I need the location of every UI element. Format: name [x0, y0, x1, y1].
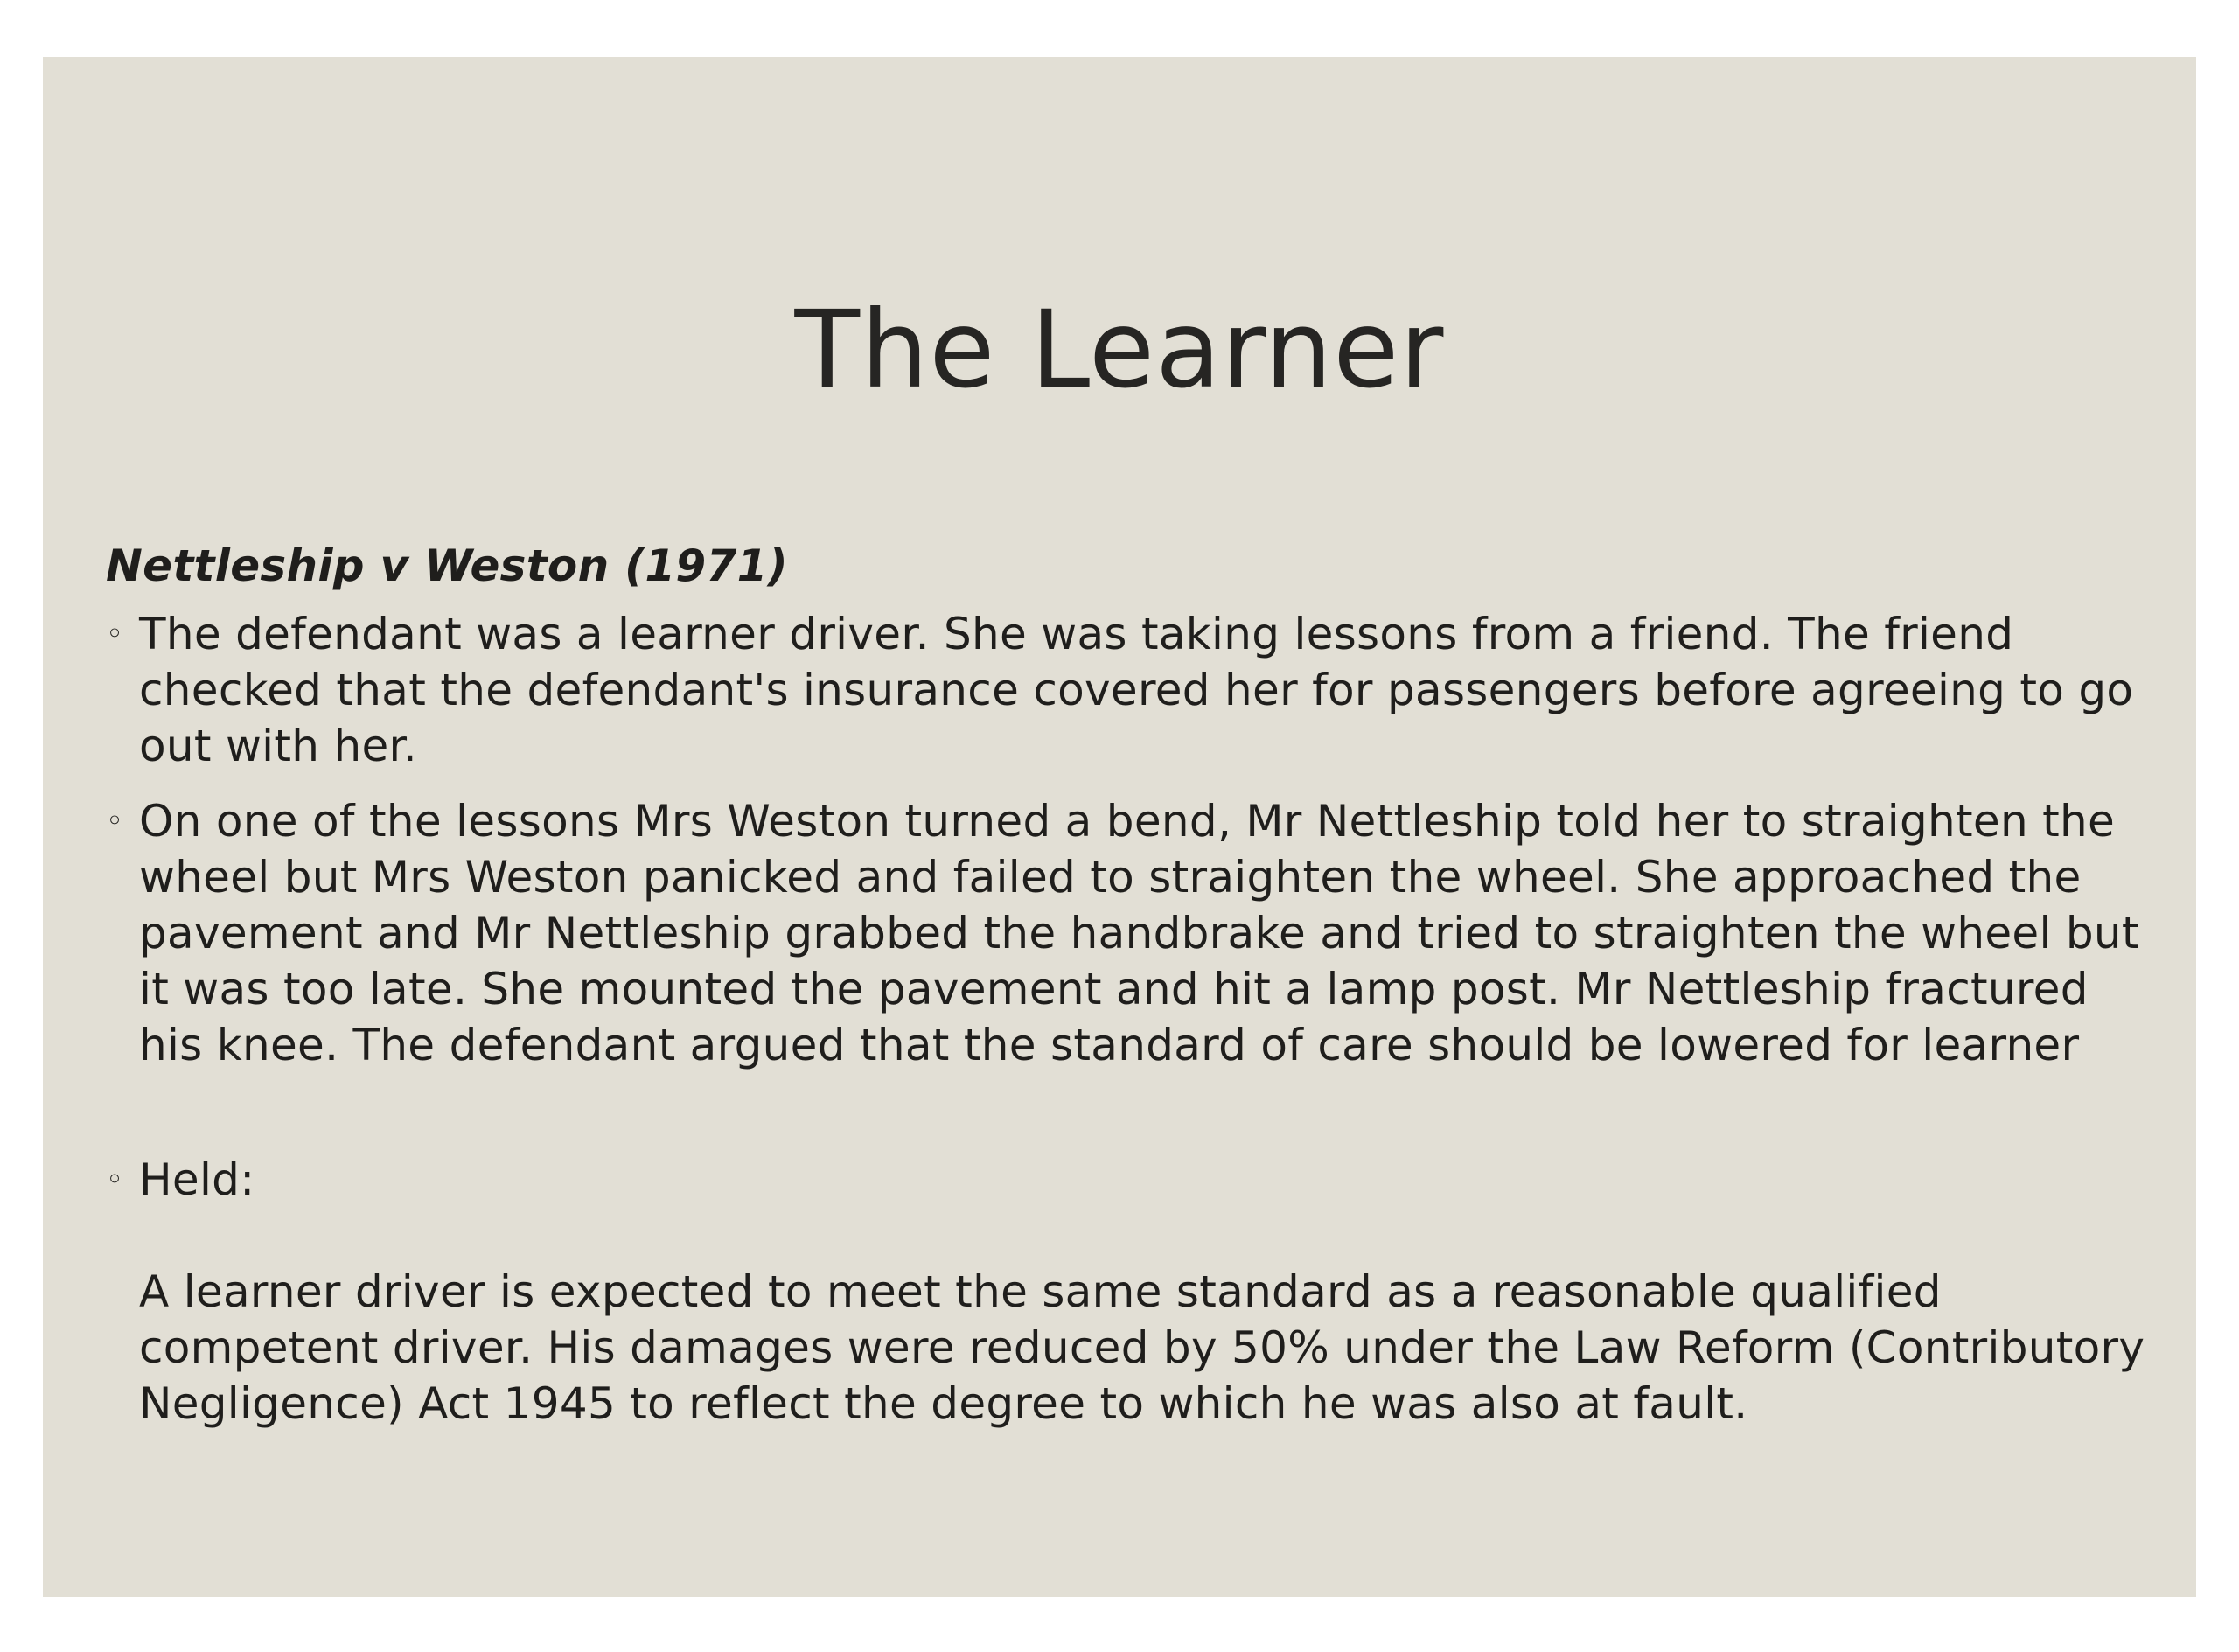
case-heading: Nettleship v Weston (1971) [106, 540, 788, 591]
slide-content [106, 538, 2152, 1451]
bullet-marker-icon: ◦ [106, 1162, 124, 1197]
bullet-marker-icon: ◦ [106, 804, 124, 839]
slide-title: The Learner [794, 288, 1445, 412]
held-text: A learner driver is expected to meet the same standard as a reasonable qualified competent driver. His damages were reduced by 50% under the Law Reform (Contributory Negligence) Act 1945 to reflect the degree to which he was also at fault. [139, 1266, 2145, 1429]
bullet-item-held [106, 1152, 2152, 1432]
slide [43, 57, 2196, 1597]
bullet-text: The defendant was a learner driver. She was taking lessons from a friend. The friend checked that the defendant's insurance covered her for passengers before agreeing to go out with her. [139, 609, 2134, 771]
held-label: Held: [139, 1154, 255, 1205]
bullet-list [106, 606, 2152, 1432]
bullet-marker-icon: ◦ [106, 617, 124, 652]
bullet-item-incident [106, 793, 2152, 1073]
bullet-text: On one of the lessons Mrs Weston turned a bend, Mr Nettleship told her to straighten the wheel but Mrs Weston panicked and failed to straighten the wheel. She approached the pavement and Mr Nettleship grabbed the handbrake and tried to straighten the wheel but it was too late. She mounted the pavement and hit a lamp post. Mr Nettleship fractured his knee. The defendant argued that the standard of care should be lowered for learner [139, 796, 2139, 1070]
bullet-item-facts [106, 606, 2152, 774]
